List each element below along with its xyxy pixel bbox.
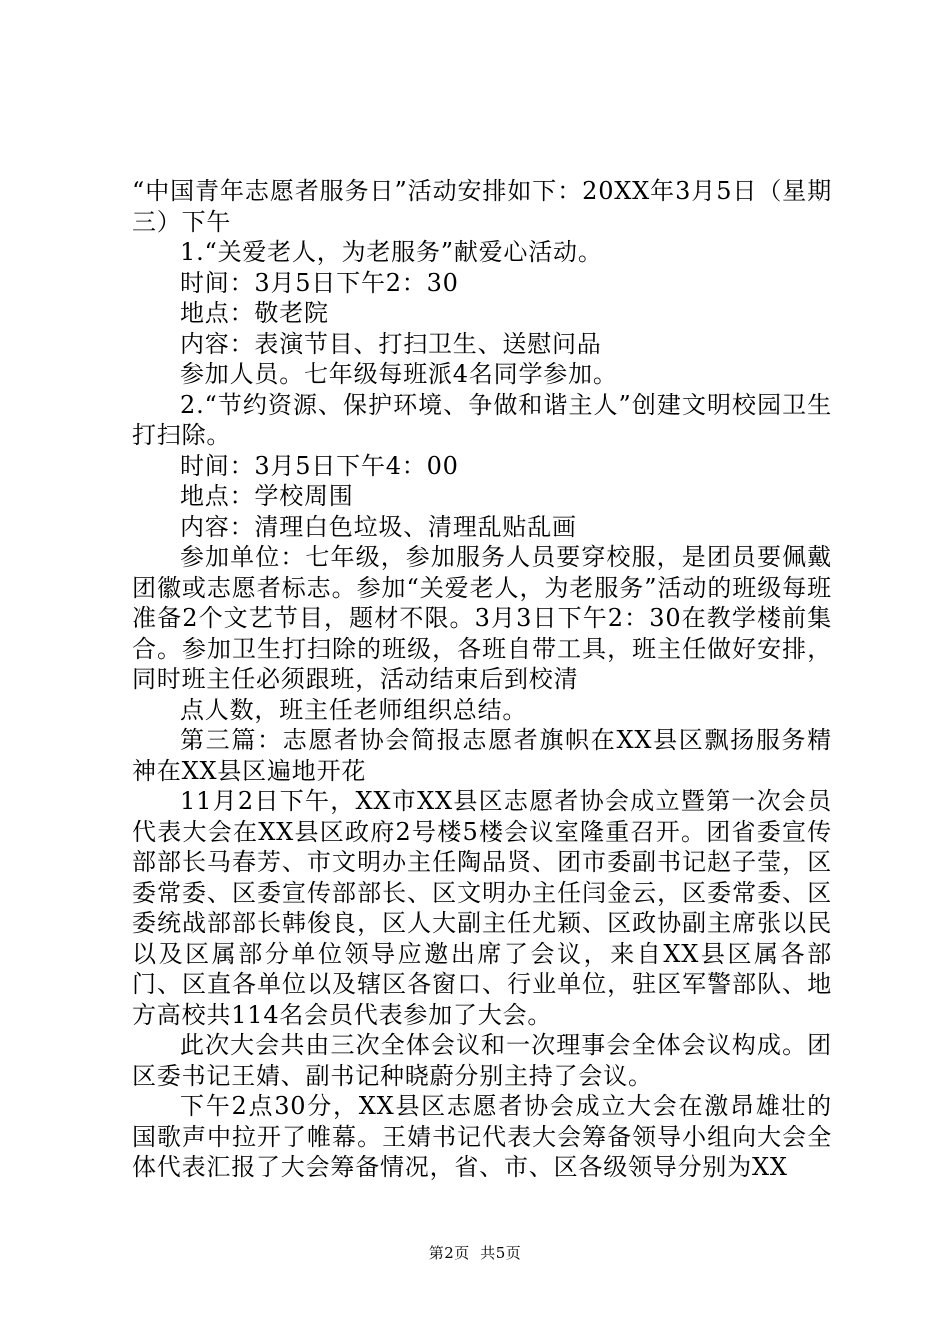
paragraph-activity-1-participants: 参加人员。七年级每班派4名同学参加。: [180, 360, 618, 388]
paragraph-headcount: 点人数，班主任老师组织总结。: [180, 695, 528, 724]
page-footer: [0, 1242, 950, 1263]
paragraph-meeting-structure: 此次大会共由三次全体会议和一次理事会全体会议构成。团区委书记王婧、副书记种晓蔚分别主持了会议。: [132, 1031, 832, 1090]
paragraph-activity-2-content: 内容：清理白色垃圾、清理乱贴乱画: [180, 512, 577, 541]
paragraph-activity-2-place: 地点：学校周围: [180, 482, 354, 510]
document-body: [132, 176, 832, 1183]
paragraph-activity-2-title: 2.“节约资源、保护环境、争做和谐主人”创建文明校园卫生打扫除。: [132, 390, 832, 449]
paragraph-activity-1-time: 时间：3月5日下午2：30: [180, 268, 459, 297]
paragraph-activity-schedule: “中国青年志愿者服务日”活动安排如下：20XX年3月5日（星期三）下午: [132, 177, 832, 236]
paragraph-meeting-opening: 下午2点30分，XX县区志愿者协会成立大会在激昂雄壮的国歌声中拉开了帷幕。王婧书记代表大会筹备领导小组向大会全体代表汇报了大会筹备情况，省、市、区各级领导分别为XX: [132, 1092, 832, 1181]
paragraph-meeting-report: 11月2日下午，XX市XX县区志愿者协会成立暨第一次会员代表大会在XX县区政府2号楼5楼会议室隆重召开。团省委宣传部部长马春芳、市文明办主任陶品贤、团市委副书记赵子莹，区委常委、区委宣传部部长、区文明办主任闫金云，区委常委、区委统战部部长韩俊良，区人大副主任尤颖、区政协副主席张以民以及区属部分单位领导应邀出席了会议，来自XX县区属各部门、区直各单位以及辖区各窗口、行业单位，驻区军警部队、地方高校共114名会员代表参加了大会。: [132, 787, 832, 1029]
paragraph-participating-units: 参加单位：七年级，参加服务人员要穿校服，是团员要佩戴团徽或志愿者标志。参加“关爱老人，为老服务”活动的班级每班准备2个文艺节目，题材不限。3月3日下午2：30在教学楼前集合。参加卫生打扫除的班级，各班自带工具，班主任做好安排，同时班主任必须跟班，活动结束后到校清: [132, 543, 832, 693]
paragraph-activity-2-time: 时间：3月5日下午4：00: [180, 451, 459, 480]
paragraph-activity-1-content: 内容：表演节目、打扫卫生、送慰问品: [180, 329, 602, 358]
paragraph-activity-1-place: 地点：敬老院: [180, 299, 329, 327]
page-number: 第2页 共5页: [428, 1244, 522, 1262]
paragraph-activity-1-title: 1.“关爱老人，为老服务”献爱心活动。: [180, 238, 603, 266]
paragraph-section-three-heading: 第三篇：志愿者协会简报志愿者旗帜在XX县区飘扬服务精神在XX县区遍地开花: [132, 726, 832, 785]
